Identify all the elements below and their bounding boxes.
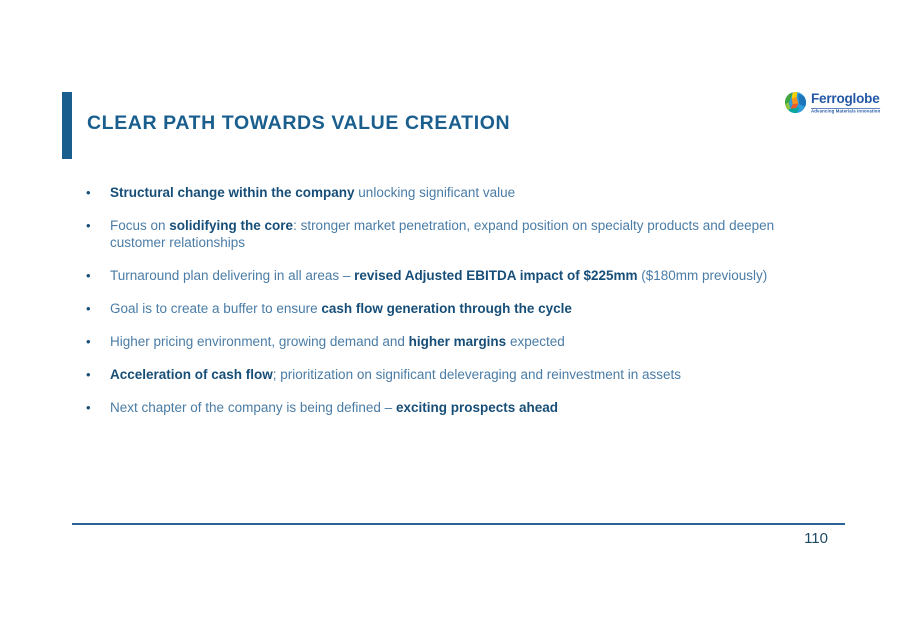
logo-tagline: Advancing Materials Innovation	[811, 109, 881, 114]
page-number: 110	[804, 530, 828, 547]
footer-divider-line	[72, 523, 845, 525]
bullet-item	[85, 267, 799, 284]
bullet-text-bold: cash flow generation through the cycle	[321, 301, 572, 316]
bullet-item	[85, 366, 799, 383]
bullet-text-bold: Acceleration of cash flow	[110, 367, 273, 382]
bullet-item	[85, 184, 799, 201]
bullet-item	[85, 399, 799, 416]
bullet-text: ($180mm previously)	[637, 268, 768, 283]
logo-wordmark: Ferroglobe	[811, 91, 880, 106]
bullet-text: Focus on	[110, 218, 170, 233]
bullet-text-bold: revised Adjusted EBITDA impact of $225mm	[354, 268, 638, 283]
bullet-text-bold: exciting prospects ahead	[395, 400, 558, 415]
bullet-text: Next chapter of the company is being defined –	[110, 400, 396, 415]
bullet-text-bold: higher margins	[408, 334, 507, 349]
bullet-text: expected	[506, 334, 565, 349]
globe-icon	[784, 91, 807, 114]
bullet-text: unlocking significant value	[354, 185, 516, 200]
bullet-item	[85, 217, 799, 251]
ferroglobe-logo	[784, 91, 898, 116]
title-accent-bar	[62, 92, 72, 159]
logo-text-block	[811, 91, 898, 116]
bullet-item	[85, 333, 799, 350]
bullet-text: : stronger market penetration, expand position on specialty products and deepen customer relationships	[110, 218, 775, 250]
bullet-text-bold: solidifying the core	[169, 218, 294, 233]
bullet-item	[85, 300, 799, 317]
bullet-text: Goal is to create a buffer to ensure	[110, 301, 322, 316]
bullet-list	[85, 184, 799, 432]
bullet-text-bold: Structural change within the company	[110, 185, 355, 200]
bullet-text: Higher pricing environment, growing demand and	[110, 334, 409, 349]
page-title: CLEAR PATH TOWARDS VALUE CREATION	[87, 112, 511, 134]
bullet-text: ; prioritization on significant deleveraging and reinvestment in assets	[272, 367, 682, 382]
bullet-text: Turnaround plan delivering in all areas –	[110, 268, 355, 283]
